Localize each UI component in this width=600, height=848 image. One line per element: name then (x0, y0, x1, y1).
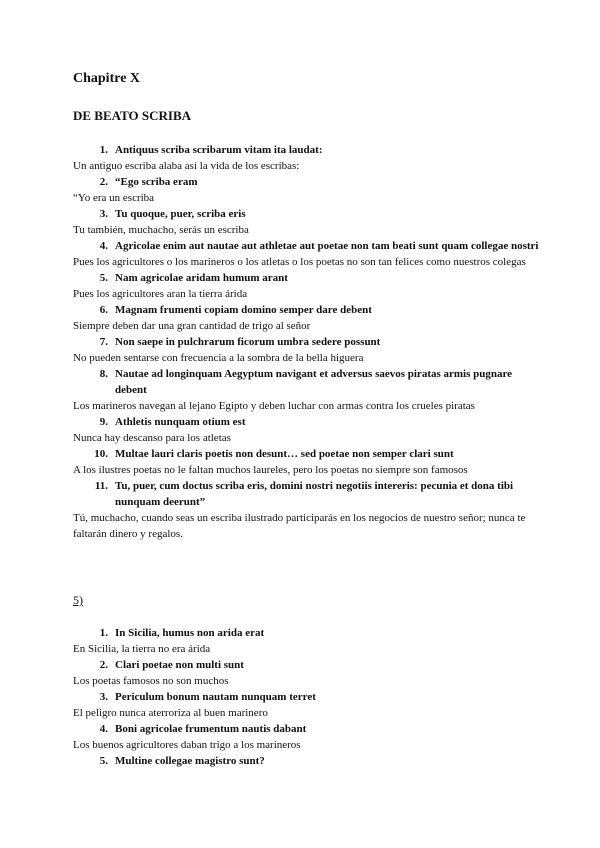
spanish-translation: A los ilustres poetas no le faltan muchos laureles, pero los poetas no siempre son famosos (73, 464, 468, 476)
item-number: 4. (99, 723, 108, 735)
latin-text: Periculum bonum nautam nunquam terret (115, 691, 316, 703)
latin-text: Non saepe in pulchrarum ficorum umbra sedere possunt (115, 336, 381, 348)
section-heading: DE BEATO SCRIBA (73, 108, 191, 123)
item-number: 5. (99, 272, 108, 284)
latin-text: Nautae ad longinquam Aegyptum navigant et adversus saevos piratas armis pugnare debent (115, 368, 513, 396)
spanish-translation: Los poetas famosos no son muchos (73, 675, 229, 687)
latin-text: Antiquus scriba scribarum vitam ita laudat: (115, 144, 323, 156)
spanish-translation: Los marineros navegan al lejano Egipto y deben luchar con armas contra los crueles piratas (73, 400, 475, 412)
latin-text: In Sicilia, humus non arida erat (115, 627, 265, 639)
latin-sentence (73, 753, 543, 769)
spanish-translation: En Sicilia, la tierra no era árida (73, 643, 211, 655)
spanish-translation: Pues los agricultores o los marineros o los atletas o los poetas no son tan felices como nuestros colegas (73, 256, 526, 268)
spanish-translation: Los buenos agricultores daban trigo a los marineros (73, 739, 301, 751)
chapter-title: Chapitre X (73, 71, 141, 86)
latin-text: Tu quoque, puer, scriba eris (115, 208, 246, 220)
latin-text: Nam agricolae aridam humum arant (115, 272, 288, 284)
item-number: 7. (99, 336, 108, 348)
latin-sentence (73, 366, 543, 398)
spanish-translation: “Yo era un escriba (73, 192, 155, 204)
spanish-translation: No pueden sentarse con frecuencia a la sombra de la bella higuera (73, 352, 364, 364)
item-number: 8. (99, 368, 108, 380)
item-number: 3. (99, 691, 108, 703)
item-number: 6. (99, 304, 108, 316)
exercise-list (73, 142, 543, 542)
spanish-translation: El peligro nunca aterroriza al buen marinero (73, 707, 268, 719)
latin-sentence (73, 478, 543, 510)
latin-sentence (73, 446, 543, 462)
item-number: 2. (99, 659, 108, 671)
latin-sentence (73, 625, 543, 641)
latin-sentence (73, 142, 543, 158)
spanish-translation: Un antiguo escriba alaba así la vida de los escribas: (73, 160, 300, 172)
latin-text: Athletis nunquam otium est (115, 416, 246, 428)
latin-sentence (73, 414, 543, 430)
item-number: 3. (99, 208, 108, 220)
latin-sentence (73, 270, 543, 286)
item-number: 5. (99, 755, 108, 767)
item-number: 11. (94, 480, 108, 492)
item-number: 4. (99, 240, 108, 252)
latin-sentence (73, 238, 543, 254)
spanish-translation: Siempre deben dar una gran cantidad de trigo al señor (73, 320, 311, 332)
latin-text: Magnam frumenti copiam domino semper dare debent (115, 304, 372, 316)
latin-text: Clari poetae non multi sunt (115, 659, 244, 671)
spanish-translation: Tú, muchacho, cuando seas un escriba ilustrado participarás en los negocios de nuestro señor; nunca te faltarán dinero y regalos. (73, 512, 526, 540)
latin-sentence (73, 689, 543, 705)
item-number: 2. (99, 176, 108, 188)
latin-text: Multae lauri claris poetis non desunt… sed poetae non semper clari sunt (115, 448, 454, 460)
item-number: 10. (94, 448, 108, 460)
latin-sentence (73, 721, 543, 737)
latin-text: Agricolae enim aut nautae aut athletae aut poetae non tam beati sunt quam collegae nostri (115, 240, 539, 252)
spanish-translation: Pues los agricultores aran la tierra árida (73, 288, 248, 300)
latin-sentence (73, 302, 543, 318)
latin-text: Boni agricolae frumentum nautis dabant (115, 723, 307, 735)
latin-text: Tu, puer, cum doctus scriba eris, domini nostri negotiis intereris: pecunia et dona tibi nunquam deerunt” (115, 480, 514, 508)
item-number: 1. (99, 627, 108, 639)
spanish-translation: Nunca hay descanso para los atletas (73, 432, 231, 444)
exercise-list-2 (73, 625, 543, 769)
item-number: 9. (99, 416, 108, 428)
latin-sentence (73, 334, 543, 350)
item-number: 1. (99, 144, 108, 156)
latin-text: Multine collegae magistro sunt? (115, 755, 265, 767)
latin-sentence (73, 174, 543, 190)
latin-text: “Ego scriba eram (115, 176, 198, 188)
latin-sentence (73, 657, 543, 673)
latin-sentence (73, 206, 543, 222)
spanish-translation: Tu también, muchacho, serás un escriba (73, 224, 249, 236)
section-number-link[interactable]: 5) (73, 593, 83, 607)
